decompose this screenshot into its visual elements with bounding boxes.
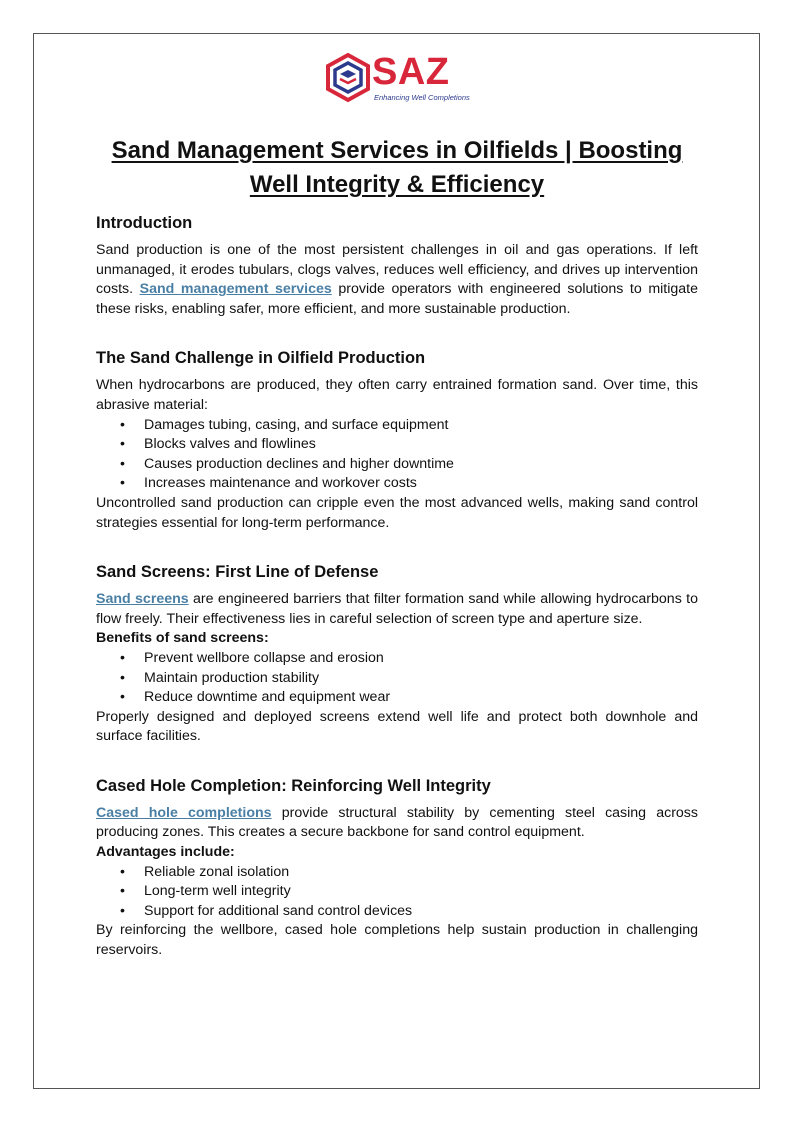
list-item: • Support for additional sand control devices bbox=[96, 902, 698, 922]
section-introduction bbox=[96, 212, 698, 319]
list-item: • Damages tubing, casing, and surface equipment bbox=[96, 416, 698, 436]
logo-tagline: Enhancing Well Completions bbox=[374, 93, 470, 102]
cased-paragraph bbox=[96, 804, 698, 843]
sand-screens-link[interactable]: Sand screens bbox=[96, 591, 189, 608]
list-item: • Reduce downtime and equipment wear bbox=[96, 688, 698, 708]
cased-closing: By reinforcing the wellbore, cased hole completions help sustain production in challenging reservoirs. bbox=[96, 922, 698, 959]
section-heading: The Sand Challenge in Oilfield Production bbox=[96, 349, 426, 368]
section-sand-challenge bbox=[96, 347, 698, 533]
section-heading: Cased Hole Completion: Reinforcing Well Integrity bbox=[96, 776, 491, 795]
section-cased-hole bbox=[96, 775, 698, 961]
challenge-lead: When hydrocarbons are produced, they often carry entrained formation sand. Over time, this abrasive material: bbox=[96, 377, 698, 413]
screens-closing: Properly designed and deployed screens extend well life and protect both downhole and surface facilities. bbox=[96, 708, 698, 745]
cased-text-after: provide structural stability by cementing steel casing across producing zones. This creates a secure backbone for sand control equipment. bbox=[96, 804, 698, 841]
section-sand-screens bbox=[96, 561, 698, 747]
section-heading: Sand Screens: First Line of Defense bbox=[96, 563, 379, 582]
list-item: • Reliable zonal isolation bbox=[96, 863, 698, 883]
challenge-closing: Uncontrolled sand production can cripple even the most advanced wells, making sand control strategies essential for long-term performance. bbox=[96, 494, 698, 531]
list-item: • Maintain production stability bbox=[96, 669, 698, 689]
list-item: • Prevent wellbore collapse and erosion bbox=[96, 649, 698, 669]
intro-text-before: Sand production is one of the most persistent challenges in oil and gas operations. If left unmanaged, it erodes tubulars, clogs valves, reduces well efficiency, and drives up intervention costs. bbox=[96, 242, 698, 298]
cased-hole-completions-link[interactable]: Cased hole completions bbox=[96, 804, 272, 821]
challenge-list bbox=[96, 416, 698, 494]
section-heading: Introduction bbox=[96, 214, 193, 232]
benefits-list bbox=[96, 649, 698, 708]
intro-text-after: provide operators with engineered solutions to mitigate these risks, enabling safer, more efficient, and more sustainable production. bbox=[96, 281, 699, 317]
advantages-label: Advantages include: bbox=[96, 844, 235, 861]
list-item: • Long-term well integrity bbox=[96, 882, 698, 902]
benefits-label: Benefits of sand screens: bbox=[96, 630, 269, 647]
intro-paragraph bbox=[96, 241, 698, 319]
advantages-list bbox=[96, 863, 698, 922]
document-body bbox=[96, 212, 698, 989]
screens-paragraph bbox=[96, 590, 698, 629]
list-item: • Increases maintenance and workover costs bbox=[96, 474, 698, 494]
screens-text-after: are engineered barriers that filter formation sand while allowing hydrocarbons to flow freely. Their effectiveness lies in careful selection of screen type and aperture size. bbox=[96, 591, 698, 627]
sand-management-services-link[interactable]: Sand management services bbox=[139, 281, 332, 298]
title-line-2: Well Integrity & Efficiency bbox=[249, 171, 545, 198]
page-title bbox=[96, 134, 698, 202]
list-item: • Blocks valves and flowlines bbox=[96, 435, 698, 455]
list-item: • Causes production declines and higher downtime bbox=[96, 455, 698, 475]
title-line-1: Sand Management Services in Oilfields | Boosting bbox=[111, 137, 683, 164]
logo-brand: SAZ bbox=[372, 51, 450, 93]
